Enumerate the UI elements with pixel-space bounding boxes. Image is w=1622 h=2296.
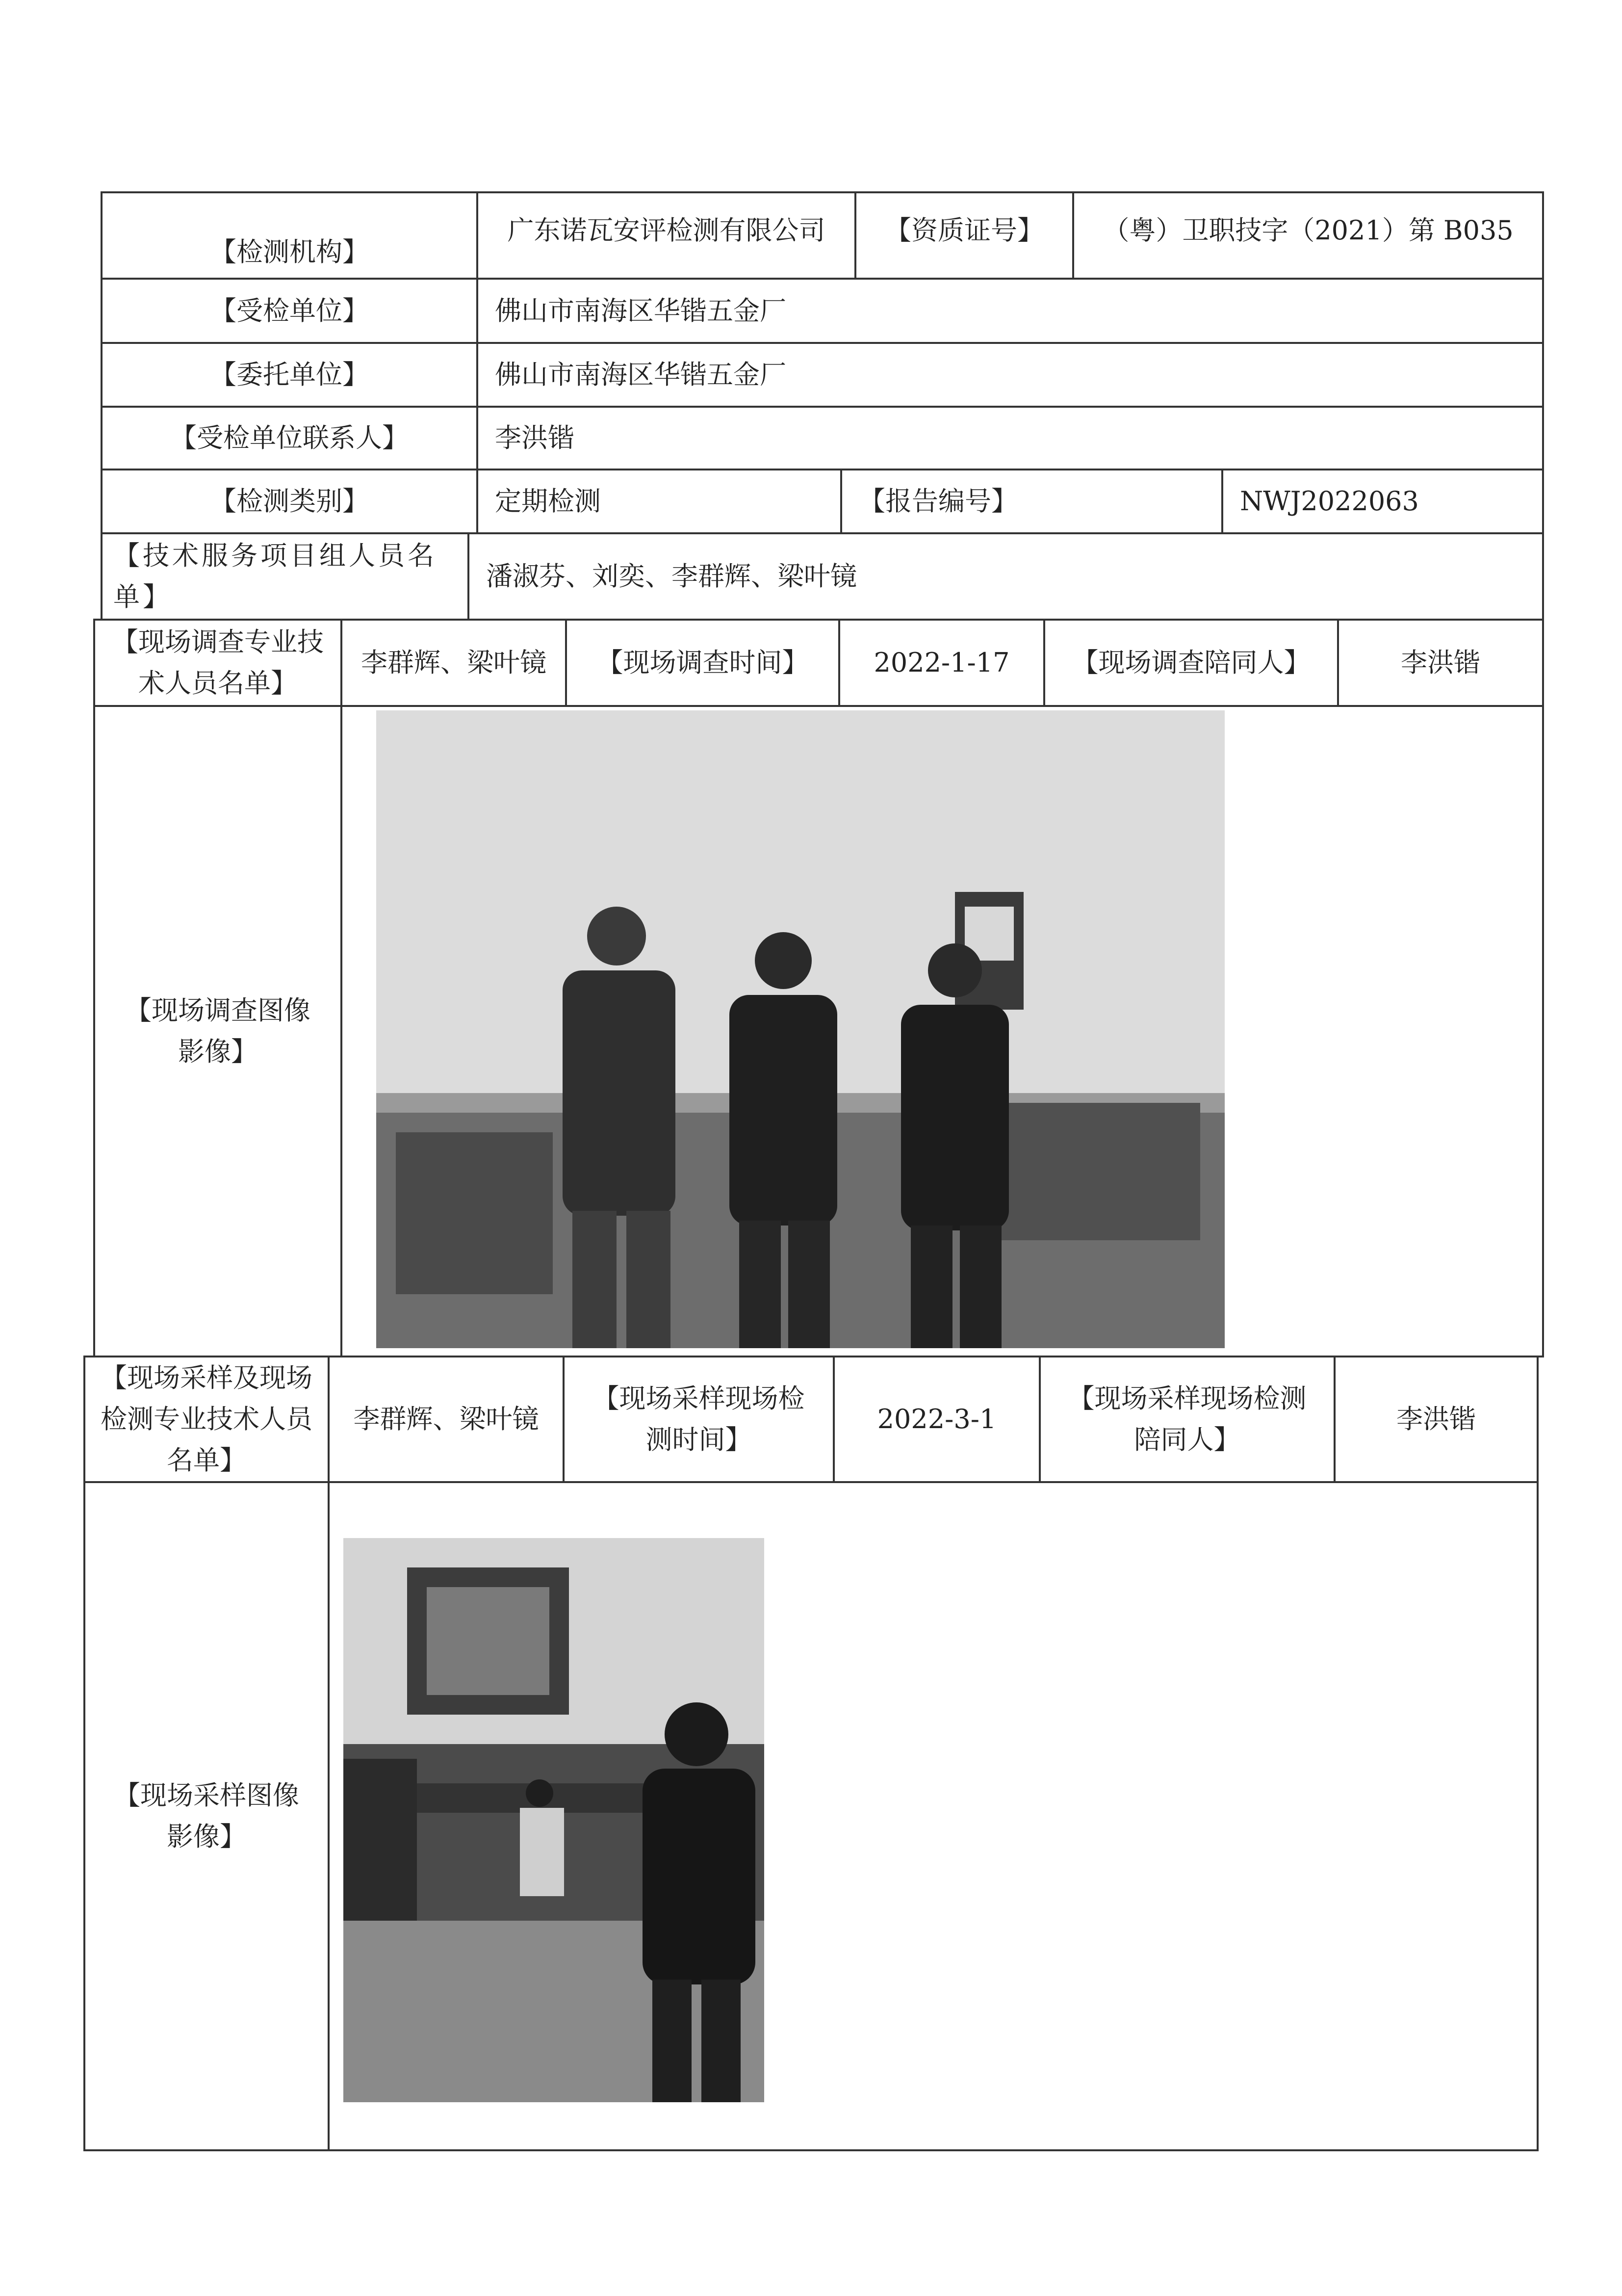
entrusting-unit-label: 【委托单位】 [210, 359, 369, 391]
sampling-image-label-cell [83, 1481, 330, 2151]
sampling-companion-value: 李洪锴 [1396, 1404, 1476, 1435]
sampling-image-label: 【现场采样图像影像】 [114, 1780, 299, 1852]
category-value: 定期检测 [495, 486, 601, 517]
survey-staff-value-cell [340, 619, 567, 707]
team-value: 潘淑芬、刘奕、李群辉、梁叶镜 [486, 561, 857, 592]
sampling-photo-image [343, 1538, 764, 2102]
institution-label: 【检测机构】 [210, 236, 369, 268]
report-label: 【报告编号】 [859, 486, 1018, 517]
survey-companion-value: 李洪锴 [1401, 647, 1480, 678]
report-label-cell [840, 469, 1223, 534]
qualification-value-cell [1072, 191, 1544, 280]
survey-time-value-cell [838, 619, 1045, 707]
qualification-label: 【资质证号】 [885, 215, 1044, 246]
team-value-cell [467, 532, 1544, 621]
survey-companion-label: 【现场调查陪同人】 [1072, 647, 1311, 678]
sampling-staff-value: 李群辉、梁叶镜 [353, 1404, 539, 1435]
report-value: NWJ2022063 [1240, 486, 1419, 517]
inspected-unit-label-cell [101, 278, 478, 344]
sampling-time-value-cell [833, 1356, 1041, 1483]
qualification-label-cell [854, 191, 1074, 280]
entrusting-unit-label-cell [101, 342, 478, 408]
sampling-photo [343, 1538, 764, 2102]
inspected-unit-value: 佛山市南海区华锴五金厂 [495, 295, 786, 326]
category-label: 【检测类别】 [210, 486, 369, 517]
survey-image-label-cell [93, 705, 342, 1357]
sampling-staff-value-cell [328, 1356, 565, 1483]
survey-time-label-cell [565, 619, 840, 707]
institution-value-cell [476, 191, 856, 280]
survey-photo [376, 710, 1225, 1348]
team-label-cell [101, 532, 469, 621]
category-value-cell [476, 469, 842, 534]
team-label: 【技术服务项目组人员名单】 [113, 540, 437, 612]
sampling-staff-label-cell [83, 1356, 330, 1483]
category-label-cell [101, 469, 478, 534]
contact-value: 李洪锴 [495, 422, 574, 454]
survey-time-value: 2022-1-17 [874, 647, 1010, 678]
sampling-time-label-cell [563, 1356, 835, 1483]
report-value-cell [1221, 469, 1544, 534]
sampling-staff-label: 【现场采样及现场检测专业技术人员名单】 [101, 1362, 312, 1476]
sampling-companion-label: 【现场采样现场检测陪同人】 [1068, 1383, 1307, 1455]
inspected-unit-value-cell [476, 278, 1544, 344]
survey-time-label: 【现场调查时间】 [596, 647, 809, 678]
sampling-companion-label-cell [1039, 1356, 1336, 1483]
institution-value: 广东诺瓦安评检测有限公司 [507, 215, 825, 246]
survey-image-label: 【现场调查图像影像】 [125, 995, 310, 1067]
contact-label-cell [101, 406, 478, 470]
contact-label: 【受检单位联系人】 [170, 422, 409, 454]
inspected-unit-label: 【受检单位】 [210, 295, 369, 326]
survey-photo-image [376, 710, 1225, 1348]
sampling-time-value: 2022-3-1 [877, 1404, 997, 1435]
survey-staff-label-cell [93, 619, 342, 707]
qualification-value: （粤）卫职技字（2021）第 B035 [1103, 215, 1514, 246]
survey-companion-value-cell [1337, 619, 1544, 707]
entrusting-unit-value-cell [476, 342, 1544, 408]
contact-value-cell [476, 406, 1544, 470]
survey-staff-label: 【现场调查专业技术人员名单】 [112, 626, 324, 699]
survey-staff-value: 李群辉、梁叶镜 [361, 647, 546, 678]
institution-label-cell [101, 191, 478, 280]
entrusting-unit-value: 佛山市南海区华锴五金厂 [495, 359, 786, 391]
sampling-companion-value-cell [1334, 1356, 1539, 1483]
survey-companion-label-cell [1043, 619, 1339, 707]
sampling-time-label: 【现场采样现场检测时间】 [592, 1383, 805, 1455]
